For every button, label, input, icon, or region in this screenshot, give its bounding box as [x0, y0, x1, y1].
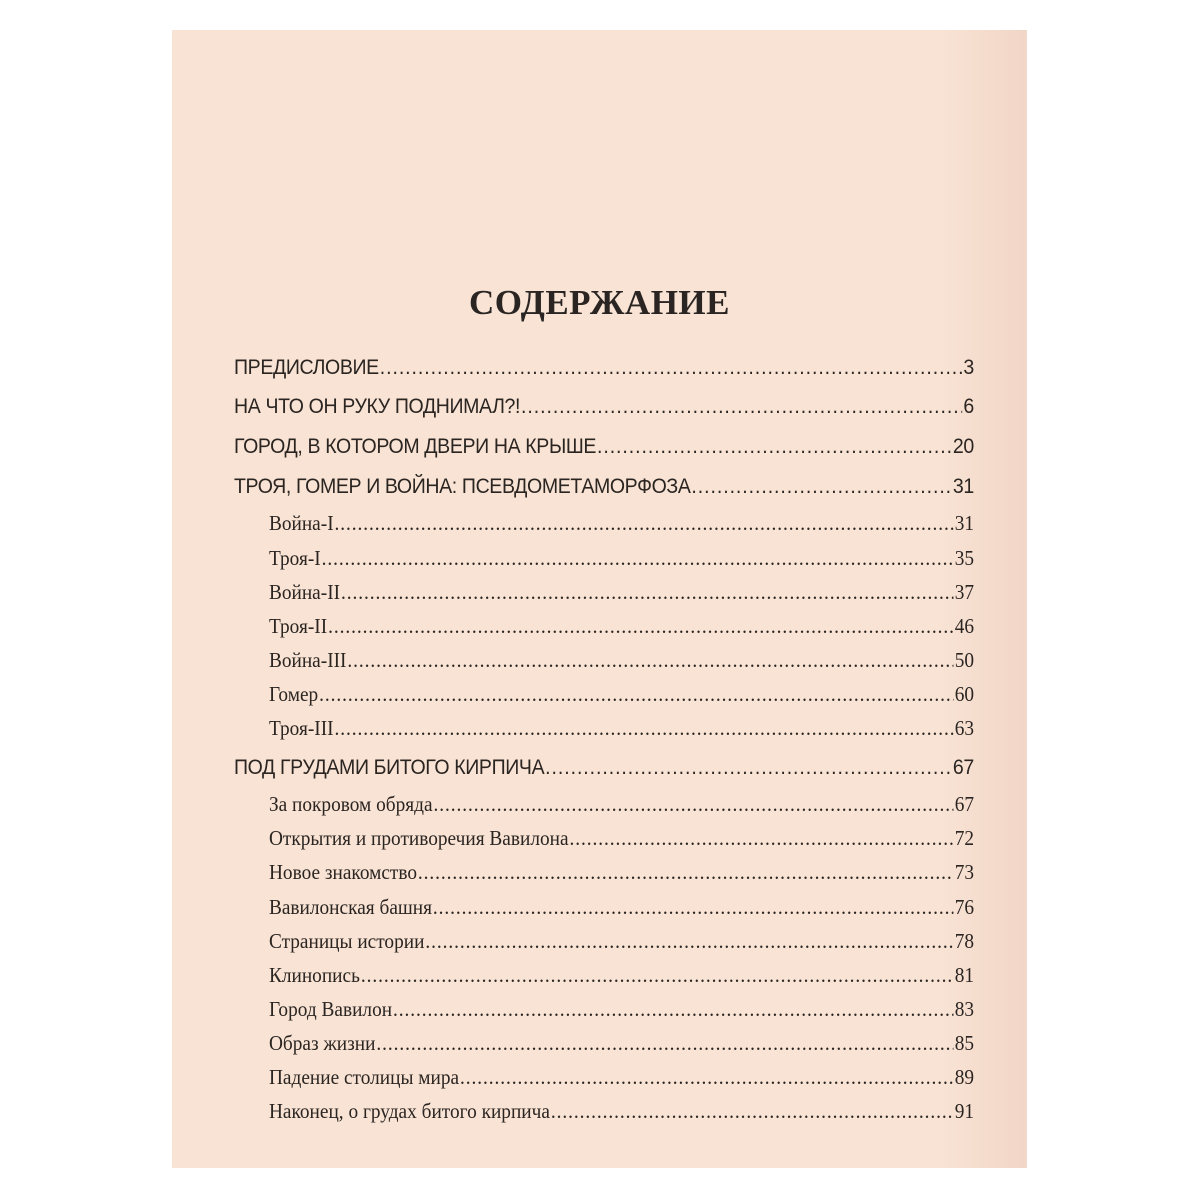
toc-entry-label: Клинопись	[268, 963, 360, 987]
toc-entry-label: Город Вавилон	[268, 997, 393, 1021]
toc-entry-page: 67	[952, 756, 974, 779]
toc-subentry	[234, 580, 974, 605]
toc-entry-page: 76	[954, 895, 975, 919]
leader-dots	[335, 716, 954, 741]
toc-entry-page: 3	[963, 356, 974, 379]
toc-entry-label: Падение столицы мира	[268, 1065, 460, 1089]
leader-dots	[521, 395, 962, 419]
toc-entry	[234, 435, 974, 459]
leader-dots	[433, 895, 954, 920]
leader-dots	[361, 963, 954, 988]
toc-subentry	[234, 716, 974, 741]
toc-subentry	[234, 614, 974, 639]
toc-entry-label: НА ЧТО ОН РУКУ ПОДНИМАЛ?!	[234, 395, 521, 418]
toc-entry-page: 35	[954, 546, 975, 570]
toc-subentry	[234, 546, 974, 571]
toc-entry-label: Образ жизни	[268, 1031, 376, 1055]
toc-entry-page: 37	[954, 580, 975, 604]
toc-entry-label: Война-II	[268, 580, 341, 604]
leader-dots	[376, 1031, 953, 1056]
leader-dots	[319, 682, 954, 707]
toc-entry	[234, 756, 974, 780]
toc-subentry	[234, 860, 974, 885]
toc-entry-label: Троя-I	[268, 546, 321, 570]
toc-subentry	[234, 648, 974, 673]
leader-dots	[433, 792, 953, 817]
toc-entry-page: 72	[954, 826, 975, 850]
leader-dots	[460, 1065, 954, 1090]
leader-dots	[335, 511, 954, 536]
toc-entry-page: 31	[952, 475, 974, 498]
toc-subentry	[234, 1031, 974, 1056]
toc-subentry	[234, 929, 974, 954]
toc-entry-page: 89	[954, 1065, 975, 1089]
book-page	[172, 30, 1027, 1168]
toc-subentry	[234, 997, 974, 1022]
toc-entry-label: Война-I	[268, 511, 334, 535]
toc-subentry	[234, 895, 974, 920]
toc-entry-label: ТРОЯ, ГОМЕР И ВОЙНА: ПСЕВДОМЕТАМОРФОЗА	[234, 475, 691, 498]
leader-dots	[418, 860, 954, 885]
toc-entry-page: 81	[954, 963, 975, 987]
toc-entry-page: 67	[954, 792, 975, 816]
toc-entry	[234, 356, 974, 380]
toc-entry-page: 46	[954, 614, 975, 638]
leader-dots	[341, 580, 954, 605]
toc-entry-label: Новое знакомство	[268, 860, 418, 884]
toc-entry-page: 50	[954, 648, 975, 672]
toc-entry-page: 83	[954, 997, 975, 1021]
toc-entry-page: 63	[954, 716, 975, 740]
toc-entry-page: 6	[963, 395, 974, 418]
toc-entry	[234, 395, 974, 419]
toc-entry-label: ПРЕДИСЛОВИЕ	[234, 356, 379, 379]
toc-subentry	[234, 682, 974, 707]
toc-entry	[234, 475, 974, 499]
leader-dots	[691, 475, 951, 499]
leader-dots	[347, 648, 953, 673]
toc-subentry	[234, 1099, 974, 1124]
toc-entry-page: 91	[954, 1099, 975, 1123]
toc-entry-label: Наконец, о грудах битого кирпича	[268, 1099, 550, 1123]
toc-entry-page: 73	[954, 860, 975, 884]
toc-entry-label: Вавилонская башня	[268, 895, 433, 919]
toc-entry-page: 60	[954, 682, 975, 706]
toc-entry-page: 85	[954, 1031, 975, 1055]
toc-entry-label: За покровом обряда	[268, 792, 433, 816]
toc-entry-page: 31	[954, 511, 975, 535]
leader-dots	[597, 435, 952, 459]
toc-entry-label: ГОРОД, В КОТОРОМ ДВЕРИ НА КРЫШЕ	[234, 435, 597, 458]
toc-subentry	[234, 826, 974, 851]
toc-entry-label: Гомер	[268, 682, 319, 706]
toc-entry-label: Троя-II	[268, 614, 328, 638]
leader-dots	[551, 1099, 954, 1124]
leader-dots	[393, 997, 954, 1022]
toc-entry-label: ПОД ГРУДАМИ БИТОГО КИРПИЧА	[234, 756, 545, 779]
leader-dots	[545, 756, 952, 780]
leader-dots	[322, 546, 954, 571]
leader-dots	[425, 929, 953, 954]
toc-subentry	[234, 1065, 974, 1090]
leader-dots	[569, 826, 953, 851]
toc-subentry	[234, 511, 974, 536]
toc-subentry	[234, 963, 974, 988]
toc-entry-label: Страницы истории	[268, 929, 425, 953]
toc-entry-page: 20	[952, 435, 974, 458]
toc-subentry	[234, 792, 974, 817]
toc-entry-label: Война-III	[268, 648, 347, 672]
toc-entry-label: Троя-III	[268, 716, 334, 740]
toc-entry-label: Открытия и противоречия Вавилона	[268, 826, 569, 850]
leader-dots	[328, 614, 954, 639]
page-title: СОДЕРЖАНИЕ	[468, 283, 730, 322]
leader-dots	[380, 356, 963, 380]
toc-entry-page: 78	[954, 929, 975, 953]
